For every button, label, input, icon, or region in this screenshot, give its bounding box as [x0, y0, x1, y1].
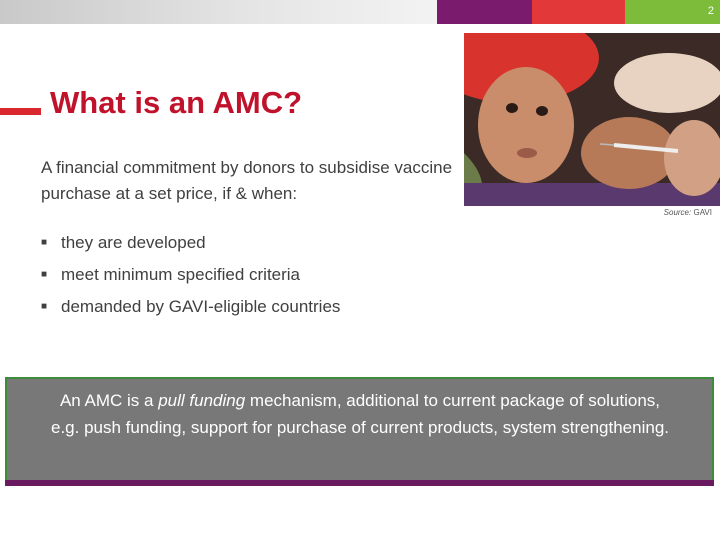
callout-pre: An AMC is a: [59, 391, 159, 410]
top-bar-red-segment: [532, 0, 625, 24]
list-item-text: meet minimum specified criteria: [61, 265, 301, 284]
list-item: [41, 227, 340, 259]
square-bullet-icon: ■: [41, 269, 48, 280]
list-item: [41, 259, 340, 291]
callout-bottom-bar: [5, 480, 714, 486]
vaccination-photo: [464, 33, 720, 206]
callout-emphasis: pull funding: [158, 391, 246, 410]
top-bar-green-segment: [625, 0, 720, 24]
square-bullet-icon: ■: [41, 237, 48, 248]
source-value: GAVI: [693, 208, 712, 217]
top-bar-purple-segment: [437, 0, 532, 24]
top-color-bar: [0, 0, 720, 24]
vaccination-photo-illustration: [464, 33, 720, 206]
list-item: [41, 291, 340, 323]
top-bar-gradient-segment: [0, 0, 437, 24]
source-label: Source:: [663, 208, 692, 217]
criteria-list: [41, 227, 340, 323]
slide-title: What is an AMC?: [50, 85, 303, 120]
page-number: 2: [707, 5, 714, 17]
photo-source-caption: [664, 208, 712, 217]
callout-post: mechanism, additional to current package of solutions, e.g. push funding, support for purchase of current products, system strengthening.: [50, 391, 670, 437]
intro-text: A financial commitment by donors to subsidise vaccine purchase at a set price, if & when:: [41, 158, 453, 203]
list-item-text: they are developed: [61, 233, 206, 252]
list-item-text: demanded by GAVI-eligible countries: [61, 297, 341, 316]
callout-text: [50, 388, 670, 441]
title-accent-bar: [0, 108, 41, 115]
square-bullet-icon: ■: [41, 301, 48, 312]
